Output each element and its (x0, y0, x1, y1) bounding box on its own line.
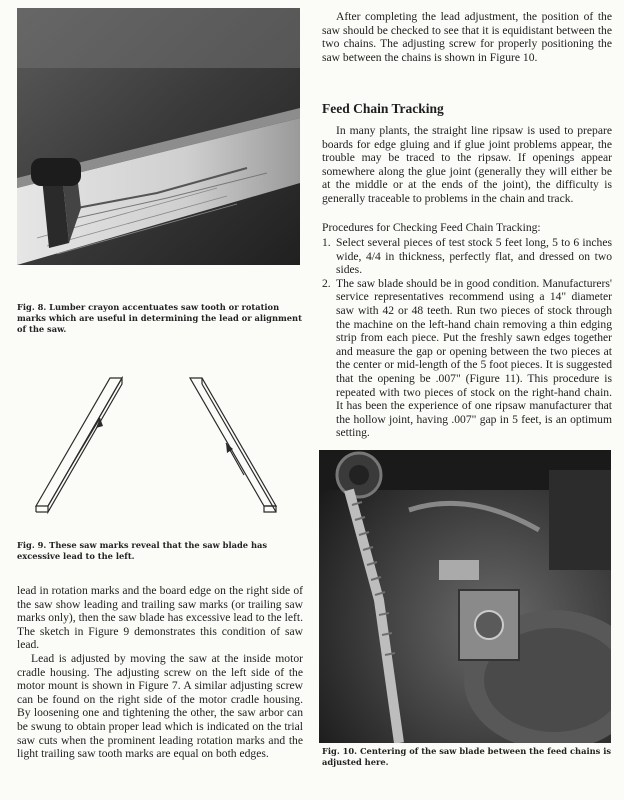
list-item: 1. Select several pieces of test stock 5 feet long, 5 to 6 inches wide, 4/4 in thickness, perfectly flat, and dressed on two sides. (322, 236, 612, 277)
fig10-photo (319, 450, 611, 743)
fig8-photo (17, 8, 300, 265)
left-paragraph-1: lead in rotation marks and the board edge on the right side of the saw show leading and trailing saw marks (or trailing saw marks only), then the saw blade has excessive lead to the left. The sketch in Figure 9 demonstrates this condition of saw lead. (17, 584, 303, 652)
fig9-caption: Fig. 9. These saw marks reveal that the saw blade has excessive lead to the left. (17, 540, 268, 561)
list-item: 2. The saw blade should be in good condition. Manufacturers' service representatives recommend using a 14" diameter saw with 42 or 48 teeth. Run two pieces of stock through the machine on the left-hand chain removing a thin edging strip from each piece. Put the freshly sawn edges together and measure the gap or opening between the two pieces at the center or mid-length of the 5 foot pieces. It is suggested that the opening be .007" (Figure 11). This procedure is repeated with two pieces of stock on the right-hand chain. It has been the experience of one ripsaw manufacturer that the hollow joint, having .007" gap in 5 feet, is an optimum setting. (322, 276, 612, 440)
procedures-title: Procedures for Checking Feed Chain Tracking: (322, 221, 541, 234)
section-heading: Feed Chain Tracking (322, 101, 444, 116)
fig10-caption: Fig. 10. Centering of the saw blade between the feed chains is adjusted here. (322, 746, 612, 767)
fig8-caption: Fig. 8. Lumber crayon accentuates saw tooth or rotation marks which are useful in determining the lead or alignment of the saw. (17, 302, 302, 334)
left-column-text (17, 584, 303, 761)
left-paragraph-2: Lead is adjusted by moving the saw at the inside motor cradle housing. The adjusting screw on the left side of the motor mount is shown in Figure 7. A similar adjusting screw can be found on the right side of the motor cradle housing. By loosening one and tightening the other, the saw arbor can be swung to obtain proper lead which is indicated on the trial saw cuts when the prominent leading rotation marks and the light trailing saw tooth marks are equal on both edges. (17, 651, 303, 761)
procedures-list (322, 236, 612, 440)
fig9-sketch (30, 348, 300, 538)
right-paragraph-1: In many plants, the straight line ripsaw is used to prepare boards for edge gluing and if glue joint problems appear, the trouble may be traced to the ripsaw. If openings appear somewhere along the glue joint (generally they will either be at the middle or at the ends of the joint), the difficulty is generally traceable to problems in the chain and track. (322, 124, 612, 205)
right-intro: After completing the lead adjustment, the position of the saw should be checked to see that it is equidistant between the two chains. The adjusting screw for properly positioning the saw between the chains is shown in Figure 10. (322, 10, 612, 64)
